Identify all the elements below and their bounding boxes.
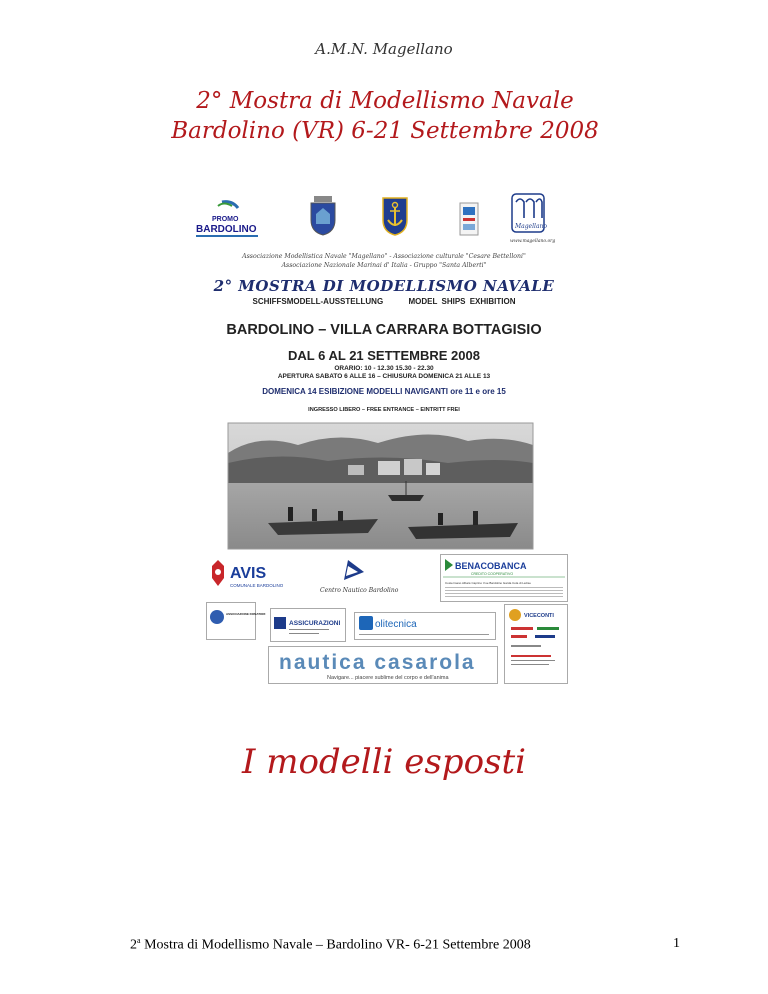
viceconti-ad xyxy=(504,604,568,684)
page-title-line2: Bardolino (VR) 6-21 Settembre 2008 xyxy=(171,118,599,144)
poster-logo-row xyxy=(186,188,582,250)
svg-text:ASSICURAZIONI: ASSICURAZIONI xyxy=(289,620,341,627)
poster-sunday-event: DOMENICA 14 ESIBIZIONE MODELLI NAVIGANTI ore 11 e ore 15 xyxy=(262,387,506,396)
page-title-line1: 2° Mostra di Modellismo Navale xyxy=(196,88,574,114)
poster-associations xyxy=(186,252,582,270)
poster-assoc-line1: Associazione Modellistica Navale "Magellano" - Associazione culturale "Cesare Bettelloni" xyxy=(242,253,526,260)
svg-text:CREDITO COOPERATIVO: CREDITO COOPERATIVO xyxy=(471,572,514,576)
sponsors-area xyxy=(186,556,582,683)
svg-text:Centro Nautico Bardolino: Centro Nautico Bardolino xyxy=(320,587,399,594)
poster-title: 2° MOSTRA DI MODELLISMO NAVALE xyxy=(213,277,555,295)
svg-text:BARDOLINO: BARDOLINO xyxy=(196,224,257,235)
centro-nautico-logo xyxy=(314,558,404,598)
exhibition-poster xyxy=(186,188,582,683)
poster-subtitles xyxy=(186,297,582,306)
svg-text:ASSOCIAZIONE DONATORI: ASSOCIAZIONE DONATORI xyxy=(226,612,266,616)
poster-hours-line: ORARIO: 10 - 12.30 15.30 - 22.30 xyxy=(334,365,434,372)
page-title xyxy=(150,86,620,146)
poster-venue: BARDOLINO – VILLA CARRARA BOTTAGISIO xyxy=(226,322,542,338)
poster-dates: DAL 6 AL 21 SETTEMBRE 2008 xyxy=(288,348,480,363)
page-footer xyxy=(130,936,531,954)
svg-text:Navigare... piacere sublime de: Navigare... piacere sublime del corpo e dell'anima xyxy=(327,675,449,681)
politecnica-ad xyxy=(354,612,496,640)
assicurazioni-ad xyxy=(270,608,346,642)
svg-text:COMUNALE BARDOLINO: COMUNALE BARDOLINO xyxy=(230,583,284,588)
svg-text:olitecnica: olitecnica xyxy=(375,619,417,630)
poster-subtitle-en: MODEL SHIPS EXHIBITION xyxy=(408,297,516,306)
poster-entry-note: INGRESSO LIBERO – FREE ENTRANCE – EINTRITT FREI xyxy=(308,407,460,413)
svg-text:www.magellano.org: www.magellano.org xyxy=(510,239,556,244)
footer-edition-number: 2 xyxy=(130,937,137,953)
svg-text:BENACOBANCA: BENACOBANCA xyxy=(455,561,527,571)
promo-bardolino-logo xyxy=(192,198,262,240)
benaco-banca-ad xyxy=(440,554,568,602)
footer-text: Mostra di Modellismo Navale – Bardolino VR- 6-21 Settembre 2008 xyxy=(140,937,531,953)
association-emblem-icon xyxy=(459,202,479,236)
footer-edition-suffix: a xyxy=(137,936,141,945)
svg-text:AVIS: AVIS xyxy=(230,565,267,582)
poster-subtitle-de: SCHIFFSMODELL-AUSSTELLUNG xyxy=(252,297,384,306)
avis-logo xyxy=(204,556,294,598)
anchor-crest-icon xyxy=(380,194,410,236)
magellano-logo xyxy=(506,188,554,246)
header-org-name: A.M.N. Magellano xyxy=(315,40,453,58)
donatori-logo xyxy=(206,602,266,640)
poster-opening-line: APERTURA SABATO 6 ALLE 16 – CHIUSURA DOMENICA 21 ALLE 13 xyxy=(277,373,491,380)
poster-hours xyxy=(186,365,582,381)
svg-text:PROMO: PROMO xyxy=(212,216,239,223)
svg-text:Costermano Albarè Caprino V.: Costermano Albarè Caprino V.se Bardolino Garda Cola di Lazise xyxy=(445,581,531,585)
section-title: I modelli esposti xyxy=(241,742,527,782)
svg-text:VICECONTI: VICECONTI xyxy=(524,613,554,619)
poster-assoc-line2: Associazione Nazionale Marinai d' Italia - Gruppo "Santa Alberti" xyxy=(281,262,487,269)
svg-text:nautica casarola: nautica casarola xyxy=(279,651,476,674)
nautica-casarola-ad xyxy=(268,646,498,684)
lake-boats-photo xyxy=(228,423,533,549)
svg-text:Magellano: Magellano xyxy=(515,223,548,230)
page-number: 1 xyxy=(673,936,680,951)
town-crest-icon xyxy=(308,196,338,236)
